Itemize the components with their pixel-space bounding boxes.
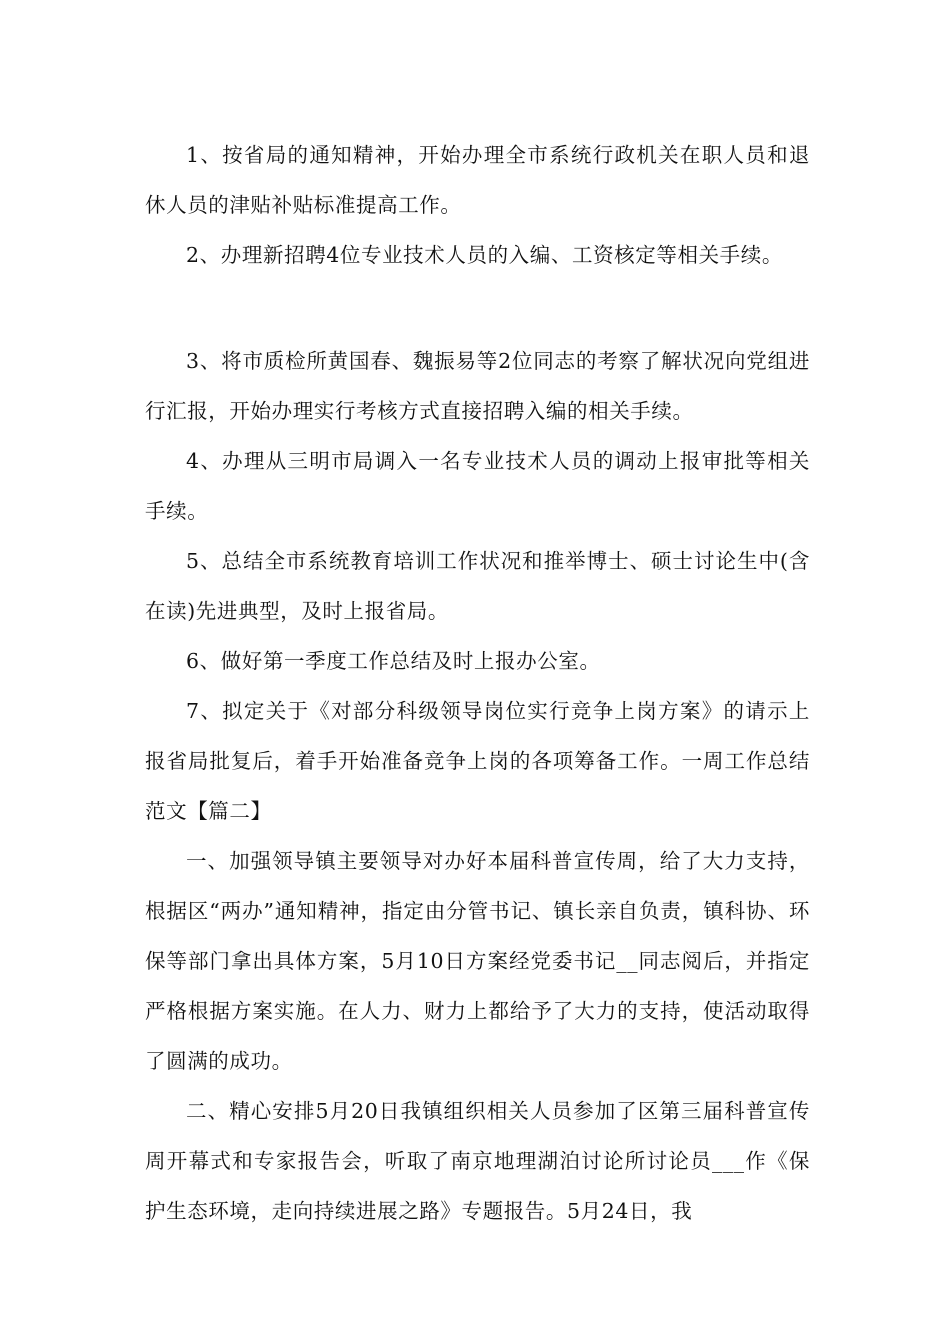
paragraph-item-3: 3、将市质检所黄国春、魏振易等2位同志的考察了解状况向党组进行汇报，开始办理实行考核方式直接招聘入编的相关手续。 <box>145 349 810 423</box>
paragraph-item-2: 2、办理新招聘4位专业技术人员的入编、工资核定等相关手续。 <box>186 243 783 267</box>
paragraph-item-4: 4、办理从三明市局调入一名专业技术人员的调动上报审批等相关手续。 <box>145 449 810 523</box>
paragraph-section-one: 一、加强领导镇主要领导对办好本届科普宣传周，给了大力支持，根据区“两办”通知精神，指定由分管书记、镇长亲自负责，镇科协、环保等部门拿出具体方案，5月10日方案经党委书记__同志阅后，并指定严格根据方案实施。在人力、财力上都给予了大力的支持，使活动取得了圆满的成功。 <box>145 849 810 1073</box>
paragraph-section-two: 二、精心安排5月20日我镇组织相关人员参加了区第三届科普宣传周开幕式和专家报告会，听取了南京地理湖泊讨论所讨论员___作《保护生态环境，走向持续进展之路》专题报告。5月24日，我 <box>145 1099 810 1223</box>
document-body <box>145 130 810 1236</box>
paragraph-item-6: 6、做好第一季度工作总结及时上报办公室。 <box>186 649 601 673</box>
paragraph-item-1: 1、按省局的通知精神，开始办理全市系统行政机关在职人员和退休人员的津贴补贴标准提高工作。 <box>145 143 810 217</box>
paragraph-gap <box>145 280 810 336</box>
paragraph-item-5: 5、总结全市系统教育培训工作状况和推举博士、硕士讨论生中(含在读)先进典型，及时上报省局。 <box>145 549 810 623</box>
paragraph-item-7: 7、拟定关于《对部分科级领导岗位实行竞争上岗方案》的请示上报省局批复后，着手开始准备竞争上岗的各项筹备工作。一周工作总结范文【篇二】 <box>145 699 810 823</box>
